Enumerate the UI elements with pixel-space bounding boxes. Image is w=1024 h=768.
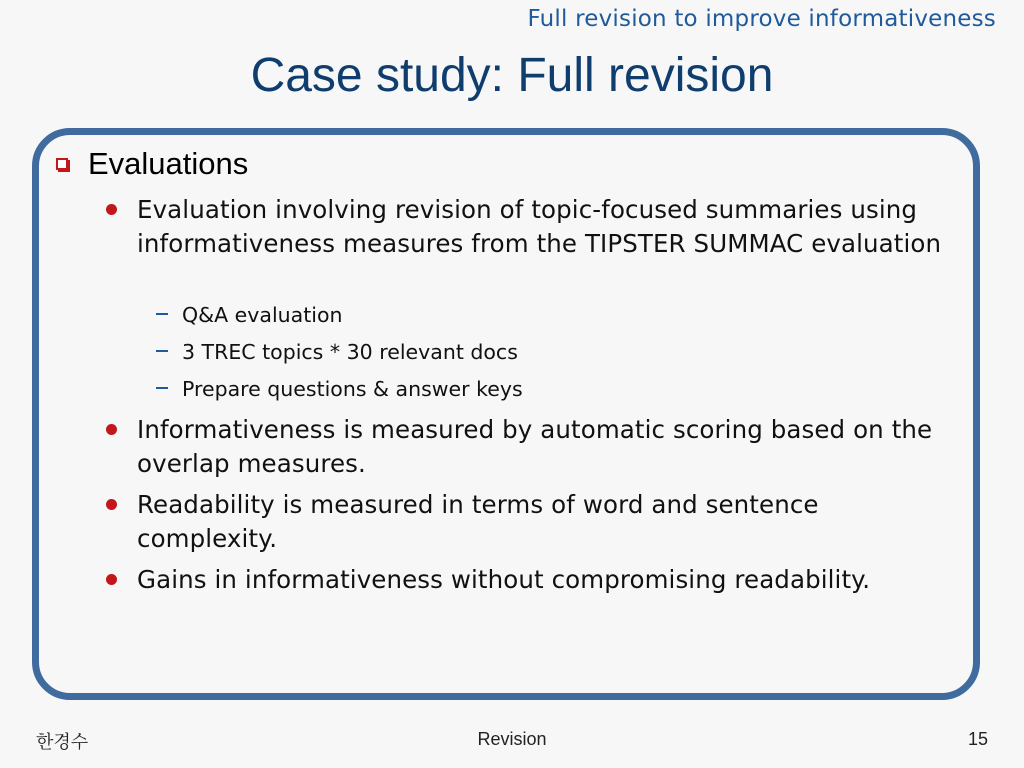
section-heading: [56, 146, 248, 182]
bullet-item: [106, 488, 956, 556]
page-number: 15: [967, 729, 988, 749]
bullet-text: Readability is measured in terms of word and sentence complexity.: [137, 490, 819, 553]
subbullet-text: Q&A evaluation: [182, 303, 343, 327]
bullet-item: [106, 413, 956, 481]
dash-icon: [156, 313, 168, 315]
dash-icon: [156, 350, 168, 352]
subbullet-text: 3 TREC topics * 30 relevant docs: [182, 340, 518, 364]
checkbox-icon: [56, 158, 68, 170]
bullet-icon: [106, 499, 117, 510]
bullet-icon: [106, 424, 117, 435]
bullet-text: Gains in informativeness without compromising readability.: [137, 565, 871, 594]
footer-topic: Revision: [477, 729, 547, 749]
subbullet-item: [156, 377, 523, 401]
bullet-item: [106, 193, 956, 261]
dash-icon: [156, 387, 168, 389]
section-label: Evaluations: [88, 146, 249, 181]
footer-author: 한경수: [36, 732, 89, 753]
bullet-item: [106, 563, 956, 597]
bullet-text: Informativeness is measured by automatic scoring based on the overlap measures.: [137, 415, 933, 478]
subbullet-text: Prepare questions & answer keys: [182, 377, 523, 401]
subbullet-item: [156, 303, 343, 327]
subbullet-item: [156, 340, 518, 364]
slide-title: Case study: Full revision: [250, 49, 774, 102]
bullet-icon: [106, 204, 117, 215]
header-note: Full revision to improve informativeness: [527, 6, 996, 32]
bullet-icon: [106, 574, 117, 585]
bullet-text: Evaluation involving revision of topic-focused summaries using informativeness measures from the TIPSTER SUMMAC evaluation: [137, 195, 942, 258]
